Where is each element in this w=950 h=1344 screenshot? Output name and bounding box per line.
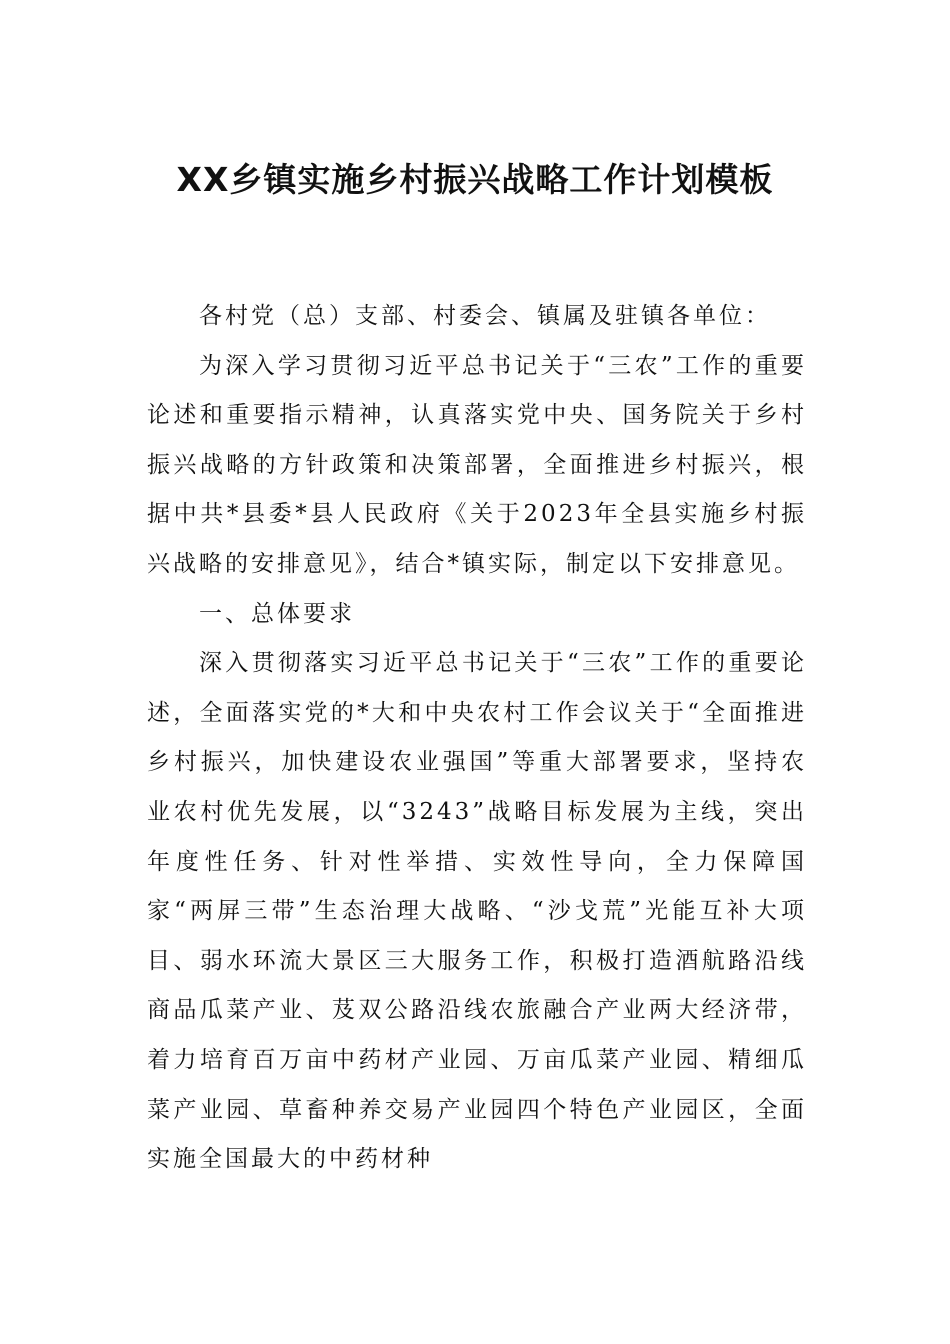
salutation: 各村党（总）支部、村委会、镇属及驻镇各单位：: [199, 303, 771, 329]
section-heading: 一、总体要求: [199, 600, 355, 627]
document-body: [147, 292, 807, 1185]
document-title: XX乡镇实施乡村振兴战略工作计划模板: [176, 160, 774, 199]
intro-paragraph: 为深入学习贯彻习近平总书记关于“三农”工作的重要论述和重要指示精神，认真落实党中央、国务院关于乡村振兴战略的方针政策和决策部署，全面推进乡村振兴，根据中共*县委*县人民政府《关于2023年全县实施乡村振兴战略的安排意见》，结合*镇实际，制定以下安排意见。: [147, 352, 807, 577]
section-paragraph: 深入贯彻落实习近平总书记关于“三农”工作的重要论述，全面落实党的*大和中央农村工作会议关于“全面推进乡村振兴，加快建设农业强国”等重大部署要求，坚持农业农村优先发展，以“3243”战略目标发展为主线，突出年度性任务、针对性举措、实效性导向，全力保障国家“两屏三带”生态治理大战略、“沙戈荒”光能互补大项目、弱水环流大景区三大服务工作，积极打造酒航路沿线商品瓜菜产业、芨双公路沿线农旅融合产业两大经济带，着力培育百万亩中药材产业园、万亩瓜菜产业园、精细瓜菜产业园、草畜种养交易产业园四个特色产业园区，全面实施全国最大的中药材种: [147, 650, 807, 1173]
